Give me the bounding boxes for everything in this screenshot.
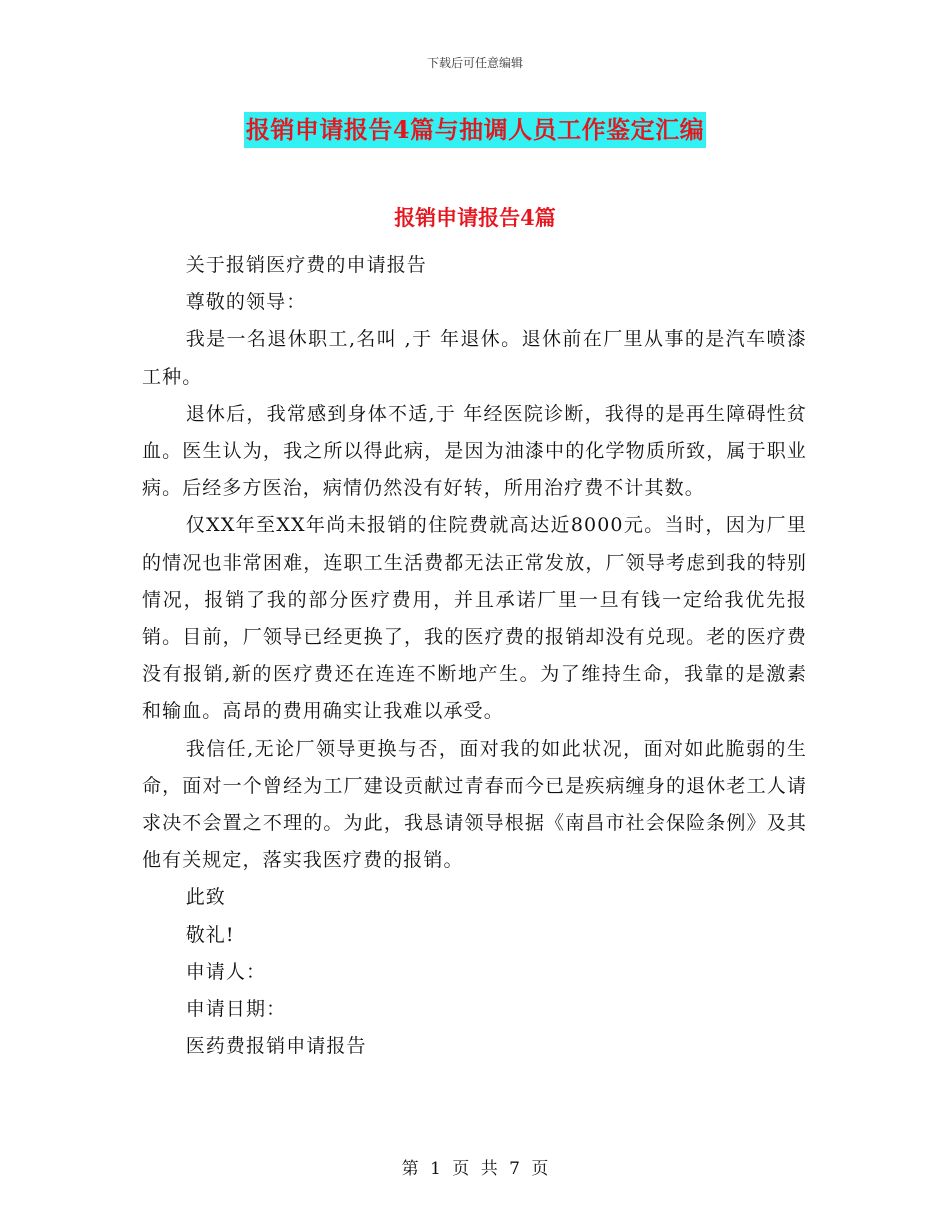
page-number-footer: 第 1 页 共 7 页 — [401, 1159, 549, 1179]
paragraph-next-heading: 医药费报销申请报告 — [185, 1035, 367, 1058]
paragraph-applicant: 申请人： — [185, 960, 267, 983]
paragraph-closing-2: 敬礼! — [185, 923, 235, 946]
main-title-container — [0, 112, 950, 148]
paragraph-request: 我信任,无论厂领导更换与否，面对我的如此状况，面对如此脆弱的生命，面对一个曾经为工厂建设贡献过青春而今已是疾病缠身的退休老工人请求决不会置之不理的。为此，我恳请领导根据《南昌市社会保险条例》及其他有关规定，落实我医疗费的报销。 — [142, 737, 807, 872]
page-header-note: 下载后可任意编辑 — [426, 56, 523, 70]
paragraph-expenses: 仅XX年至XX年尚未报销的住院费就高达近8000元。当时，因为厂里的情况也非常困难，连职工生活费都无法正常发放，厂领导考虑到我的特别情况，报销了我的部分医疗费用，并且承诺厂里一旦有钱一定给我优先报销。目前，厂领导已经更换了，我的医疗费的报销却没有兑现。老的医疗费没有报销,新的医疗费还在连连不断地产生。为了维持生命，我靠的是激素和输血。高昂的费用确实让我难以承受。 — [142, 514, 807, 723]
paragraph-salutation: 尊敬的领导： — [185, 291, 307, 314]
section-title: 报销申请报告4篇 — [394, 205, 556, 230]
document-main-title: 报销申请报告4篇与抽调人员工作鉴定汇编 — [244, 112, 706, 148]
paragraph-closing-1: 此致 — [185, 886, 226, 909]
paragraph-intro: 我是一名退休职工,名叫 ,于 年退休。退休前在厂里从事的是汽车喷漆工种。 — [142, 328, 807, 388]
document-body — [142, 247, 807, 1065]
paragraph-date: 申请日期： — [185, 998, 287, 1021]
paragraph-illness: 退休后，我常感到身体不适,于 年经医院诊断，我得的是再生障碍性贫血。医生认为，我之所以得此病，是因为油漆中的化学物质所致，属于职业病。后经多方医治，病情仍然没有好转，所用治疗费不计其数。 — [142, 402, 807, 500]
paragraph-subject: 关于报销医疗费的申请报告 — [185, 254, 427, 276]
